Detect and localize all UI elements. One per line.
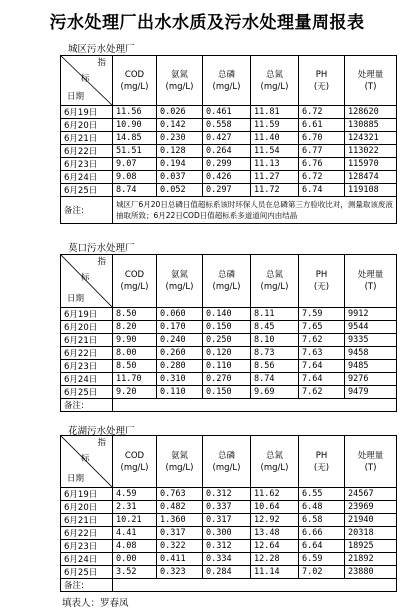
value-cell: 9.08	[113, 171, 157, 184]
diag-label-date: 日期	[67, 92, 85, 102]
diag-label-mark: 标	[81, 74, 90, 84]
diag-label-indicator: 指	[97, 438, 106, 448]
column-header-name: 氨氮	[170, 69, 188, 80]
value-cell: 0.297	[203, 184, 251, 197]
value-cell: 0.026	[157, 106, 203, 119]
date-cell: 6月22日	[61, 347, 113, 360]
diagonal-header-cell	[61, 436, 113, 488]
value-cell: 20318	[345, 527, 397, 540]
column-header	[251, 255, 299, 308]
value-cell: 23969	[345, 501, 397, 514]
table-header-row	[61, 436, 397, 488]
value-cell: 21940	[345, 514, 397, 527]
column-header	[157, 56, 203, 106]
column-header	[113, 56, 157, 106]
diag-label-mark: 标	[81, 273, 90, 283]
table-row	[61, 540, 397, 553]
table-row	[61, 171, 397, 184]
value-cell: 7.63	[299, 347, 345, 360]
column-header-unit: (mg/L)	[120, 282, 149, 292]
value-cell: 0.194	[157, 158, 203, 171]
value-cell: 9485	[345, 360, 397, 373]
value-cell: 6.61	[299, 119, 345, 132]
column-header	[345, 56, 397, 106]
value-cell: 6.72	[299, 171, 345, 184]
table-row	[61, 347, 397, 360]
value-cell: 24567	[345, 488, 397, 501]
column-header-name: 氨氮	[170, 270, 188, 280]
column-header-name: 处理量	[357, 270, 384, 280]
value-cell: 11.13	[251, 158, 299, 171]
date-cell: 6月25日	[61, 386, 113, 399]
value-cell: 7.02	[299, 566, 345, 579]
value-cell: 0.110	[157, 386, 203, 399]
column-header	[157, 255, 203, 308]
value-cell: 0.310	[157, 373, 203, 386]
note-row	[61, 579, 397, 592]
diag-label-date: 日期	[67, 474, 85, 484]
table-row	[61, 553, 397, 566]
value-cell: 0.260	[157, 347, 203, 360]
value-cell: 124321	[345, 132, 397, 145]
table-row	[61, 360, 397, 373]
note-text: 城区厂6月20日总磷日值超标系该时环保人员在总磷第三方验收比对，测量取该废液抽取所致；6月22日COD日值超标系多道道间内由结晶	[113, 197, 397, 224]
column-header	[203, 436, 251, 488]
column-header	[251, 436, 299, 488]
value-cell: 0.426	[203, 171, 251, 184]
value-cell: 0.150	[203, 321, 251, 334]
value-cell: 6.48	[299, 501, 345, 514]
column-header-unit: (T)	[364, 81, 377, 92]
value-cell: 11.27	[251, 171, 299, 184]
column-header	[203, 255, 251, 308]
column-header	[345, 436, 397, 488]
column-header-name: 总氮	[265, 270, 283, 280]
table-row	[61, 308, 397, 321]
value-cell: 9335	[345, 334, 397, 347]
value-cell: 6.77	[299, 145, 345, 158]
value-cell: 9.69	[251, 386, 299, 399]
column-header-unit: (mg/L)	[212, 462, 241, 473]
date-cell: 6月22日	[61, 145, 113, 158]
value-cell: 8.56	[251, 360, 299, 373]
table-header-row	[61, 255, 397, 308]
value-cell: 0.411	[157, 553, 203, 566]
diagonal-header-cell	[61, 255, 113, 308]
date-cell: 6月21日	[61, 514, 113, 527]
column-header-name: 氨氮	[170, 450, 188, 461]
value-cell: 14.85	[113, 132, 157, 145]
table-row	[61, 132, 397, 145]
column-header-unit: (mg/L)	[260, 282, 289, 292]
value-cell: 7.62	[299, 386, 345, 399]
value-cell: 0.482	[157, 501, 203, 514]
table-row	[61, 566, 397, 579]
column-header	[113, 436, 157, 488]
column-header	[345, 255, 397, 308]
value-cell: 0.170	[157, 321, 203, 334]
value-cell: 8.20	[113, 321, 157, 334]
column-header-name: 总氮	[265, 450, 283, 461]
column-header	[251, 56, 299, 106]
date-cell: 6月20日	[61, 501, 113, 514]
section-label-huahu: 花湖污水处理厂	[68, 426, 135, 437]
filler-name: 填表人：罗春凤	[62, 598, 129, 609]
diagonal-header-cell	[61, 56, 113, 106]
value-cell: 0.312	[203, 488, 251, 501]
value-cell: 130885	[345, 119, 397, 132]
quality-table	[60, 254, 397, 412]
table-row	[61, 527, 397, 540]
value-cell: 0.299	[203, 158, 251, 171]
value-cell: 0.461	[203, 106, 251, 119]
table-row	[61, 514, 397, 527]
table-row	[61, 145, 397, 158]
section-label-mokou: 莫口污水处理厂	[68, 243, 135, 254]
value-cell: 0.037	[157, 171, 203, 184]
value-cell: 0.317	[157, 527, 203, 540]
table-row	[61, 334, 397, 347]
column-header	[299, 436, 345, 488]
value-cell: 0.140	[203, 308, 251, 321]
value-cell: 0.00	[113, 553, 157, 566]
value-cell: 0.558	[203, 119, 251, 132]
column-header	[299, 56, 345, 106]
value-cell: 6.76	[299, 158, 345, 171]
column-header-name: 总磷	[217, 270, 235, 280]
value-cell: 4.59	[113, 488, 157, 501]
value-cell: 128474	[345, 171, 397, 184]
quality-table	[60, 435, 397, 592]
value-cell: 0.322	[157, 540, 203, 553]
note-label: 备注:	[61, 579, 113, 592]
column-header-unit: (mg/L)	[165, 282, 194, 292]
value-cell: 8.10	[251, 334, 299, 347]
value-cell: 9458	[345, 347, 397, 360]
table-row	[61, 501, 397, 514]
value-cell: 0.323	[157, 566, 203, 579]
table-row	[61, 373, 397, 386]
note-row	[61, 197, 397, 224]
column-header-unit: (无)	[313, 282, 330, 292]
column-header-name: COD	[124, 270, 145, 280]
column-header	[299, 255, 345, 308]
column-header-unit: (mg/L)	[120, 462, 149, 473]
value-cell: 21892	[345, 553, 397, 566]
value-cell: 0.284	[203, 566, 251, 579]
value-cell: 4.08	[113, 540, 157, 553]
value-cell: 6.64	[299, 540, 345, 553]
value-cell: 0.312	[203, 540, 251, 553]
value-cell: 9276	[345, 373, 397, 386]
value-cell: 1.360	[157, 514, 203, 527]
table-row	[61, 184, 397, 197]
value-cell: 8.74	[113, 184, 157, 197]
value-cell: 8.50	[113, 360, 157, 373]
value-cell: 0.763	[157, 488, 203, 501]
column-header-name: PH	[315, 270, 328, 280]
value-cell: 0.120	[203, 347, 251, 360]
note-label: 备注:	[61, 399, 113, 412]
table-row	[61, 488, 397, 501]
value-cell: 2.31	[113, 501, 157, 514]
value-cell: 0.150	[203, 386, 251, 399]
column-header-name: COD	[124, 69, 145, 80]
value-cell: 11.81	[251, 106, 299, 119]
value-cell: 23880	[345, 566, 397, 579]
value-cell: 0.280	[157, 360, 203, 373]
value-cell: 12.64	[251, 540, 299, 553]
value-cell: 7.64	[299, 360, 345, 373]
column-header-name: 总磷	[217, 69, 235, 80]
value-cell: 9479	[345, 386, 397, 399]
column-header-unit: (mg/L)	[212, 81, 241, 92]
section-label-chengqu: 城区污水处理厂	[68, 44, 135, 55]
date-cell: 6月20日	[61, 119, 113, 132]
value-cell: 8.11	[251, 308, 299, 321]
date-cell: 6月24日	[61, 373, 113, 386]
value-cell: 7.65	[299, 321, 345, 334]
date-cell: 6月25日	[61, 184, 113, 197]
diag-label-date: 日期	[67, 294, 85, 304]
value-cell: 0.300	[203, 527, 251, 540]
value-cell: 8.73	[251, 347, 299, 360]
diag-label-indicator: 指	[97, 58, 106, 68]
value-cell: 9544	[345, 321, 397, 334]
diag-label-indicator: 指	[97, 257, 106, 267]
column-header-name: COD	[124, 450, 145, 461]
date-cell: 6月19日	[61, 308, 113, 321]
value-cell: 115970	[345, 158, 397, 171]
value-cell: 0.060	[157, 308, 203, 321]
column-header-name: 处理量	[357, 69, 384, 80]
table-row	[61, 321, 397, 334]
date-cell: 6月24日	[61, 553, 113, 566]
column-header-unit: (mg/L)	[165, 81, 194, 92]
value-cell: 7.62	[299, 334, 345, 347]
value-cell: 0.240	[157, 334, 203, 347]
table-row	[61, 119, 397, 132]
value-cell: 12.92	[251, 514, 299, 527]
value-cell: 7.64	[299, 373, 345, 386]
value-cell: 8.50	[113, 308, 157, 321]
column-header-unit: (mg/L)	[120, 81, 149, 92]
value-cell: 9.90	[113, 334, 157, 347]
value-cell: 11.62	[251, 488, 299, 501]
value-cell: 9.07	[113, 158, 157, 171]
note-row	[61, 399, 397, 412]
column-header-unit: (mg/L)	[260, 81, 289, 92]
table-row	[61, 106, 397, 119]
value-cell: 0.270	[203, 373, 251, 386]
value-cell: 0.334	[203, 553, 251, 566]
value-cell: 0.230	[157, 132, 203, 145]
date-cell: 6月20日	[61, 321, 113, 334]
value-cell: 11.56	[113, 106, 157, 119]
column-header-name: PH	[315, 450, 328, 461]
value-cell: 11.54	[251, 145, 299, 158]
value-cell: 10.64	[251, 501, 299, 514]
value-cell: 6.59	[299, 553, 345, 566]
column-header-name: 总磷	[217, 450, 235, 461]
value-cell: 0.110	[203, 360, 251, 373]
date-cell: 6月24日	[61, 171, 113, 184]
value-cell: 6.74	[299, 184, 345, 197]
value-cell: 119108	[345, 184, 397, 197]
quality-table	[60, 55, 397, 224]
date-cell: 6月23日	[61, 540, 113, 553]
value-cell: 0.317	[203, 514, 251, 527]
column-header-unit: (无)	[313, 81, 330, 92]
column-header	[113, 255, 157, 308]
date-cell: 6月22日	[61, 527, 113, 540]
column-header-unit: (T)	[364, 282, 377, 292]
value-cell: 12.28	[251, 553, 299, 566]
value-cell: 6.58	[299, 514, 345, 527]
date-cell: 6月19日	[61, 106, 113, 119]
value-cell: 0.264	[203, 145, 251, 158]
value-cell: 11.59	[251, 119, 299, 132]
column-header-unit: (mg/L)	[165, 462, 194, 473]
value-cell: 11.72	[251, 184, 299, 197]
value-cell: 6.55	[299, 488, 345, 501]
column-header-unit: (T)	[364, 462, 377, 473]
value-cell: 6.66	[299, 527, 345, 540]
value-cell: 0.427	[203, 132, 251, 145]
column-header-unit: (mg/L)	[260, 462, 289, 473]
column-header	[203, 56, 251, 106]
value-cell: 0.337	[203, 501, 251, 514]
value-cell: 128620	[345, 106, 397, 119]
date-cell: 6月23日	[61, 158, 113, 171]
value-cell: 0.128	[157, 145, 203, 158]
value-cell: 11.70	[113, 373, 157, 386]
diag-label-mark: 标	[81, 454, 90, 464]
page-title: 污水处理厂出水水质及污水处理量周报表	[49, 13, 365, 33]
column-header-name: PH	[315, 69, 328, 80]
date-cell: 6月21日	[61, 132, 113, 145]
column-header-unit: (无)	[313, 462, 330, 473]
value-cell: 18925	[345, 540, 397, 553]
value-cell: 0.142	[157, 119, 203, 132]
value-cell: 9.20	[113, 386, 157, 399]
column-header	[157, 436, 203, 488]
value-cell: 6.72	[299, 106, 345, 119]
column-header-name: 处理量	[357, 450, 384, 461]
table-header-row	[61, 56, 397, 106]
value-cell: 9912	[345, 308, 397, 321]
date-cell: 6月19日	[61, 488, 113, 501]
table-row	[61, 386, 397, 399]
value-cell: 11.40	[251, 132, 299, 145]
table-row	[61, 158, 397, 171]
value-cell: 13.48	[251, 527, 299, 540]
value-cell: 3.52	[113, 566, 157, 579]
column-header-unit: (mg/L)	[212, 282, 241, 292]
value-cell: 8.00	[113, 347, 157, 360]
value-cell: 6.70	[299, 132, 345, 145]
note-label: 备注:	[61, 197, 113, 224]
date-cell: 6月21日	[61, 334, 113, 347]
note-text	[113, 399, 397, 412]
value-cell: 10.90	[113, 119, 157, 132]
value-cell: 0.250	[203, 334, 251, 347]
value-cell: 51.51	[113, 145, 157, 158]
value-cell: 113022	[345, 145, 397, 158]
value-cell: 0.052	[157, 184, 203, 197]
value-cell: 4.41	[113, 527, 157, 540]
value-cell: 7.59	[299, 308, 345, 321]
value-cell: 8.74	[251, 373, 299, 386]
date-cell: 6月25日	[61, 566, 113, 579]
value-cell: 11.14	[251, 566, 299, 579]
note-text	[113, 579, 397, 592]
value-cell: 10.21	[113, 514, 157, 527]
date-cell: 6月23日	[61, 360, 113, 373]
value-cell: 8.45	[251, 321, 299, 334]
column-header-name: 总氮	[265, 69, 283, 80]
